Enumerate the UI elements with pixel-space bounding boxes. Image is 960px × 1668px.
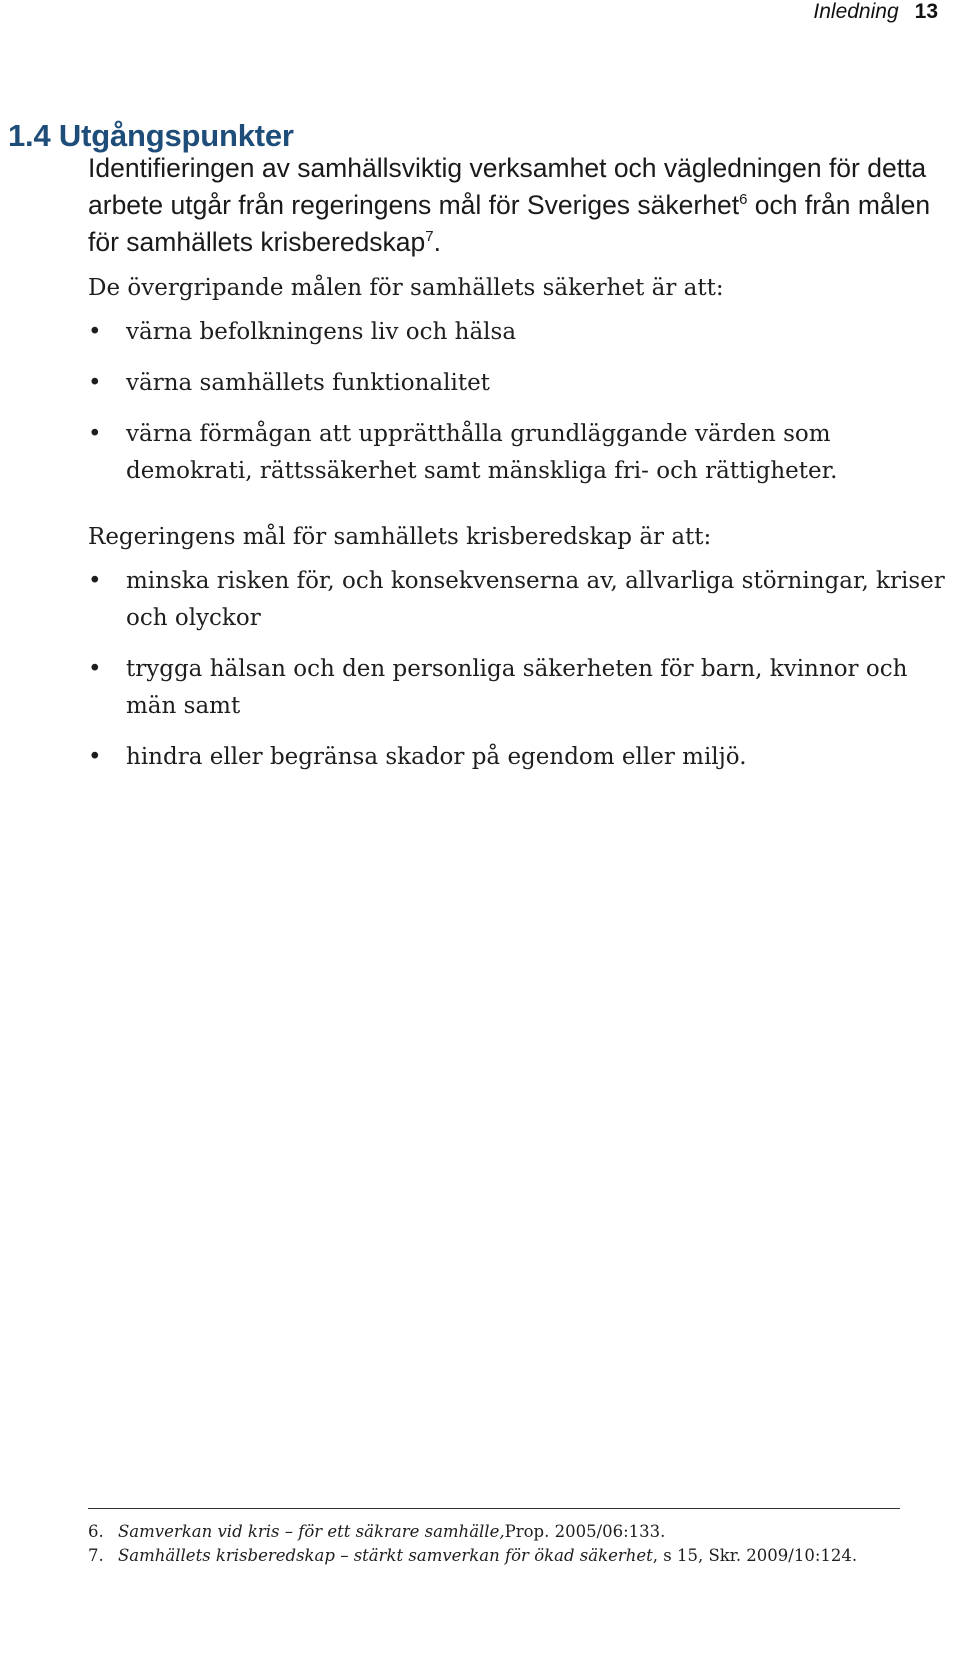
footnote-6 <box>88 1520 948 1544</box>
bullet-icon: • <box>88 568 102 594</box>
intro-text-3: . <box>433 227 441 257</box>
bullet-icon: • <box>88 421 102 447</box>
list-item <box>88 651 948 725</box>
bullet-icon: • <box>88 319 102 345</box>
section-heading: 1.4 Utgångspunkter <box>8 118 294 153</box>
footnote-ref-7[interactable]: 7 <box>425 228 434 246</box>
list-item-text: hindra eller begränsa skador på egendom eller miljö. <box>126 744 747 770</box>
intro-paragraph <box>88 150 948 261</box>
footnote-7 <box>88 1544 948 1568</box>
crisis-goals-list <box>88 563 948 790</box>
bullet-icon: • <box>88 744 102 770</box>
footnote-citation: , s 15, Skr. 2009/10:124. <box>652 1546 858 1565</box>
footnote-number: 7. <box>88 1546 104 1565</box>
footnote-divider <box>88 1508 900 1509</box>
security-goals-list <box>88 314 948 504</box>
security-goals-lead: De övergripande målen för samhällets säkerhet är att: <box>88 275 724 301</box>
footnotes <box>88 1520 948 1568</box>
footnote-title: Samhällets krisberedskap – stärkt samverkan för ökad säkerhet <box>118 1546 653 1565</box>
footnote-citation: Prop. 2005/06:133. <box>504 1522 666 1541</box>
list-item <box>88 365 948 402</box>
intro-text: Identifieringen av samhällsviktig verksamhet och vägledningen för detta arbete utgår från regeringens mål för Sveriges säkerhet <box>88 153 927 220</box>
bullet-icon: • <box>88 370 102 396</box>
list-item <box>88 739 948 776</box>
footnote-number: 6. <box>88 1522 104 1541</box>
footnote-ref-6[interactable]: 6 <box>739 191 748 209</box>
list-item-text: värna förmågan att upprätthålla grundläggande värden som demokrati, rättssäkerhet samt mänskliga fri- och rättigheter. <box>126 421 838 484</box>
list-item <box>88 314 948 351</box>
crisis-goals-lead: Regeringens mål för samhällets krisberedskap är att: <box>88 524 712 550</box>
bullet-icon: • <box>88 656 102 682</box>
list-item <box>88 416 948 490</box>
list-item-text: värna befolkningens liv och hälsa <box>126 319 517 345</box>
list-item-text: värna samhällets funktionalitet <box>126 370 490 396</box>
footnote-title: Samverkan vid kris – för ett säkrare samhälle, <box>118 1522 505 1541</box>
intro-text-2: och från målen för samhällets krisberedskap <box>88 190 931 257</box>
page-number: 13 <box>914 0 938 23</box>
running-header-section: Inledning <box>813 0 899 23</box>
list-item <box>88 563 948 637</box>
running-header <box>813 0 938 24</box>
list-item-text: minska risken för, och konsekvenserna av, allvarliga störningar, kriser och olyckor <box>126 568 945 631</box>
list-item-text: trygga hälsan och den personliga säkerheten för barn, kvinnor och män samt <box>126 656 908 719</box>
